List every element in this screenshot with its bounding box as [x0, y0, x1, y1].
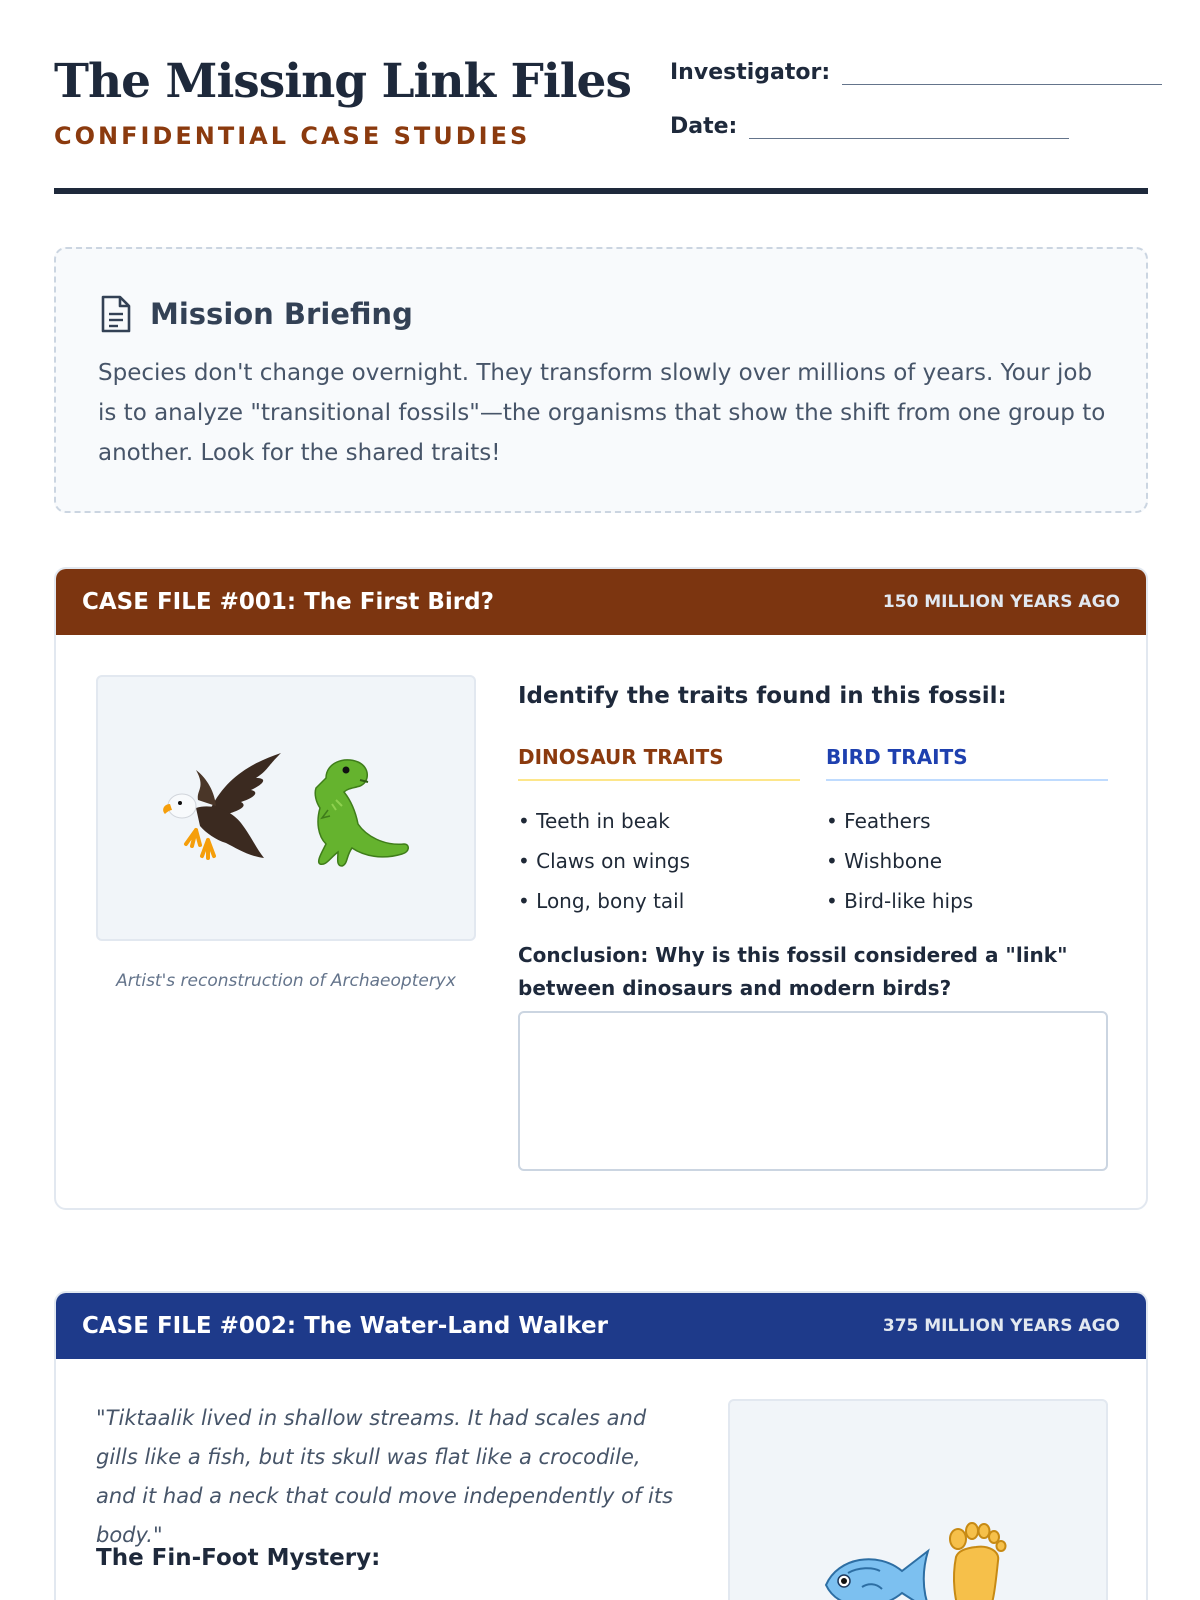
investigator-line[interactable]: [842, 63, 1162, 85]
fossil-image: [96, 675, 476, 941]
bird-traits-heading: BIRD TRAITS: [826, 745, 1108, 781]
list-item: • Claws on wings: [518, 849, 691, 873]
t-rex-icon: [286, 748, 416, 868]
mission-briefing: [54, 247, 1148, 513]
case-era: 150 MILLION YEARS AGO: [882, 592, 1120, 612]
case-title: CASE FILE #002: The Water-Land Walker: [82, 1313, 608, 1339]
dinosaur-traits-heading: DINOSAUR TRAITS: [518, 745, 800, 781]
investigator-label: Investigator:: [670, 60, 831, 85]
fin-foot-heading: The Fin-Foot Mystery:: [96, 1545, 381, 1571]
list-item: • Bird-like hips: [826, 889, 974, 913]
case-file-001: [54, 567, 1148, 1210]
briefing-text: Species don't change overnight. They transform slowly over millions of years. Your job is to analyze "transitional fossils"—the organisms that show the shift from one group to another. Look for the shared traits!: [98, 360, 1106, 466]
case-header-bar: [56, 1293, 1146, 1359]
date-line[interactable]: [749, 117, 1069, 139]
worksheet-header: [54, 40, 1148, 194]
document-icon: [100, 295, 132, 333]
briefing-title: Mission Briefing: [150, 297, 413, 331]
eagle-icon: [156, 748, 286, 868]
case-header-bar: [56, 569, 1146, 635]
case-era: 375 MILLION YEARS AGO: [882, 1316, 1120, 1336]
case-quote: "Tiktaalik lived in shallow streams. It had scales and gills like a fish, but its skull was flat like a crocodile, and it had a neck that could move independently of its body.": [96, 1406, 674, 1547]
investigator-field[interactable]: [670, 60, 1162, 85]
date-label: Date:: [670, 114, 738, 139]
dinosaur-traits-list: [518, 801, 690, 921]
bird-traits-list: [826, 801, 973, 921]
page-title: The Missing Link Files: [54, 54, 631, 109]
case-title: CASE FILE #001: The First Bird?: [82, 589, 494, 615]
conclusion-answer-box[interactable]: [518, 1011, 1108, 1171]
traits-question: Identify the traits found in this fossil:: [518, 683, 1007, 709]
fish-icon: [818, 1537, 938, 1600]
list-item: • Long, bony tail: [518, 889, 685, 913]
image-caption: Artist's reconstruction of Archaeopteryx: [116, 971, 456, 991]
date-field[interactable]: [670, 114, 1069, 139]
page-subtitle: CONFIDENTIAL CASE STUDIES: [54, 122, 531, 150]
case-file-002: [54, 1291, 1148, 1600]
list-item: • Teeth in beak: [518, 809, 670, 833]
foot-icon: [938, 1517, 1018, 1600]
list-item: • Wishbone: [826, 849, 943, 873]
list-item: • Feathers: [826, 809, 931, 833]
conclusion-prompt: Conclusion: Why is this fossil considered a "link" between dinosaurs and modern birds?: [518, 943, 1068, 1000]
fossil-image: [728, 1399, 1108, 1600]
briefing-heading: [100, 295, 413, 333]
